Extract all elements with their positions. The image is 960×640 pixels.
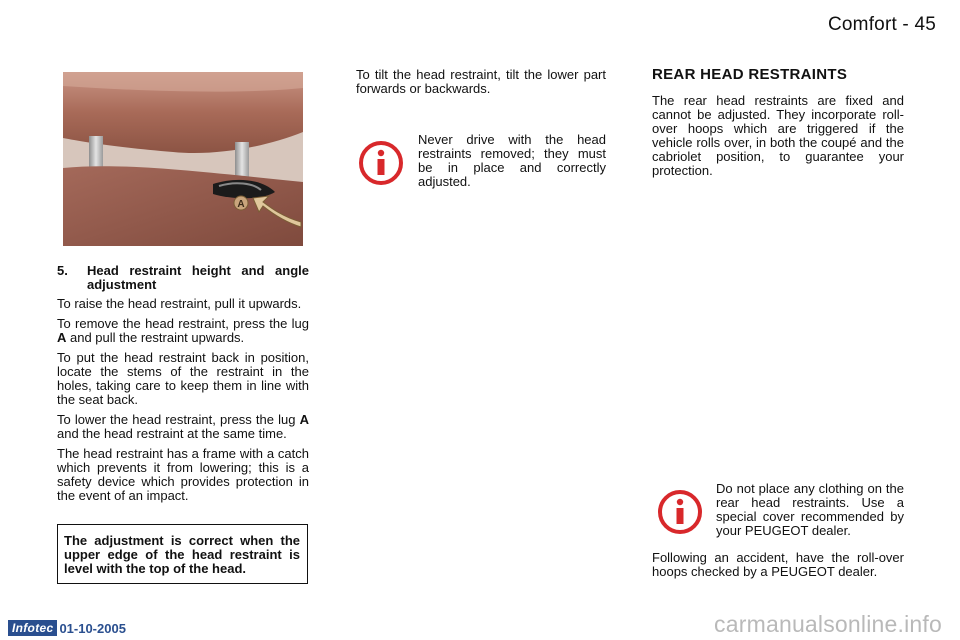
head-restraint-photo <box>63 72 303 246</box>
paragraph-lower <box>57 413 309 441</box>
warning-rear <box>652 482 904 538</box>
section-title: REAR HEAD RESTRAINTS <box>652 66 848 83</box>
paragraph-remove <box>57 317 309 345</box>
warning-front <box>356 133 606 189</box>
info-icon <box>656 488 704 536</box>
paragraph-rear-fixed: The rear head restraints are fixed and cannot be adjusted. They incorporate roll-over hoops which are triggered if the vehicle rolls over, in both the coupé and the cabriolet position, to guarantee your protection. <box>652 93 904 178</box>
paragraph-raise: To raise the head restraint, pull it upwards. <box>57 296 302 311</box>
item-heading <box>57 264 309 292</box>
item-number: 5. <box>57 263 68 278</box>
text-part: and the head restraint at the same time. <box>57 426 287 441</box>
column-right <box>652 68 904 184</box>
page-header <box>828 14 936 36</box>
header-separator: - <box>896 14 915 35</box>
column-middle <box>356 68 606 102</box>
adjustment-note-box: The adjustment is correct when the upper edge of the head restraint is level with the top of the head. <box>57 524 308 584</box>
paragraph-refit: To put the head restraint back in position, locate the stems of the restraint in the holes, taking care to keep them in line with the seat back. <box>57 350 309 407</box>
paragraph-frame: The head restraint has a frame with a catch which prevents it from lowering; this is a safety device which provides protection in the event of an impact. <box>57 446 309 503</box>
paragraph-tilt: To tilt the head restraint, tilt the lower part forwards or backwards. <box>356 67 606 96</box>
footer-date: 01-10-2005 <box>59 620 126 636</box>
infotec-logo: Infotec <box>8 620 57 636</box>
lug-label: A <box>57 330 67 345</box>
text-part: To lower the head restraint, press the lug <box>57 412 300 427</box>
column-left <box>57 264 309 509</box>
callout-a: A <box>237 199 245 210</box>
item-title: Head restraint height and angle adjustment <box>87 263 309 292</box>
section-name: Comfort <box>827 14 897 35</box>
page-number: 45 <box>914 14 936 35</box>
text-part: To remove the head restraint, press the lug <box>57 316 309 331</box>
info-icon <box>357 139 405 187</box>
text-part: and pull the restraint upwards. <box>66 330 245 345</box>
watermark: carmanualsonline.info <box>714 611 942 637</box>
lug-label: A <box>299 412 309 427</box>
footer <box>8 620 126 636</box>
warning-front-text: Never drive with the head restraints removed; they must be in place and correctly adjusted. <box>418 132 606 189</box>
head-restraint-illustration <box>63 72 303 246</box>
warning-rear-text: Do not place any clothing on the rear head restraints. Use a special cover recommended by your PEUGEOT dealer. <box>716 481 904 538</box>
paragraph-accident: Following an accident, have the roll-over hoops checked by a PEUGEOT dealer. <box>652 550 904 579</box>
